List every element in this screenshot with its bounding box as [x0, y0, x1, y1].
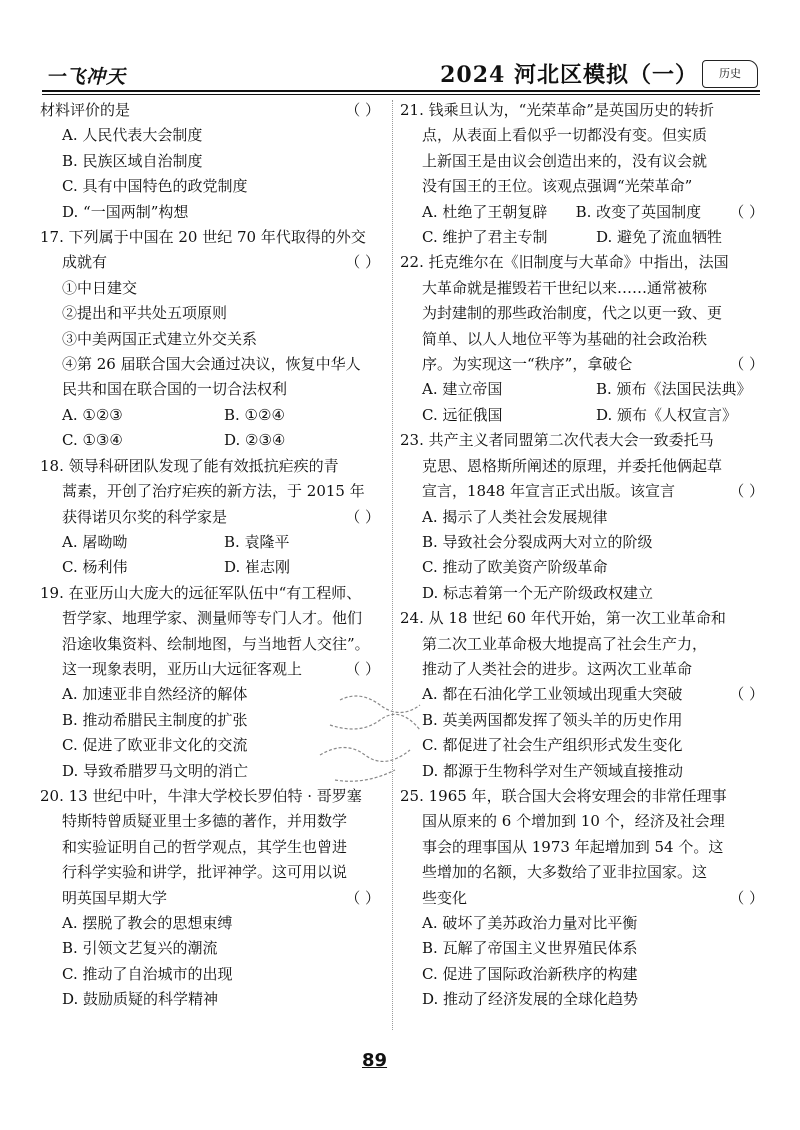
- question-line: [40, 225, 386, 250]
- answer-blank: （ ）: [345, 507, 380, 526]
- line-text: 17. 下列属于中国在 20 世纪 70 年代取得的外交: [40, 228, 366, 247]
- line-text: 些增加的名额，大多数给了亚非拉国家。这: [422, 863, 708, 882]
- line-text: 上新国王是由议会创造出来的，没有议会就: [422, 151, 708, 170]
- question-line: [40, 479, 386, 504]
- line-text: 为封建制的那些政治制度，代之以更一致、更: [422, 304, 723, 323]
- line-text: 序。为实现这一“秩序”，拿破仑: [422, 355, 633, 374]
- line-text: 明英国早期大学: [62, 888, 168, 907]
- line-text: 这一现象表明，亚历山大远征客观上: [62, 659, 303, 678]
- option-line: [400, 682, 770, 707]
- line-text: B. 民族区域自治制度: [62, 151, 203, 170]
- question-line: [400, 327, 770, 352]
- question-line: [400, 123, 770, 148]
- line-text: ④第 26 届联合国大会通过决议，恢复中华人: [62, 355, 361, 374]
- option-line: [40, 200, 386, 225]
- question-line: [40, 632, 386, 657]
- option-text: C. 远征俄国: [422, 405, 503, 424]
- option-line: [400, 759, 770, 784]
- line-text: B. 英美两国都发挥了领头羊的历史作用: [422, 710, 683, 729]
- option-row: [40, 555, 386, 580]
- option-line: [400, 505, 770, 530]
- question-line: [40, 250, 386, 275]
- line-text: 哲学家、地理学家、测量师等专门人才。他们: [62, 609, 363, 628]
- line-text: A. 加速亚非自然经济的解体: [62, 685, 248, 704]
- option-text: C. 维护了君主专制: [422, 228, 548, 247]
- answer-blank: （ ）: [345, 101, 380, 119]
- option-line: [40, 987, 386, 1012]
- page-header: [42, 56, 760, 90]
- line-text: D. 鼓励质疑的科学精神: [62, 990, 219, 1009]
- option-text: B. 颁布《法国民法典》: [596, 380, 752, 399]
- option-line: [400, 962, 770, 987]
- line-text: ②提出和平共处五项原则: [62, 304, 228, 323]
- column-divider: [392, 100, 393, 1030]
- question-line: [40, 454, 386, 479]
- line-text: D. 导致希腊罗马文明的消亡: [62, 761, 249, 780]
- question-line: [40, 886, 386, 911]
- question-line: [40, 809, 386, 834]
- page-number: 89: [362, 1050, 388, 1071]
- option-line: [400, 708, 770, 733]
- option-text: D. 崔志刚: [224, 558, 291, 577]
- option-row: [400, 403, 770, 428]
- line-text: A. 揭示了人类社会发展规律: [422, 507, 608, 526]
- option-row: [40, 403, 386, 428]
- option-line: [40, 174, 386, 199]
- option-text: D. 颁布《人权宣言》: [596, 405, 738, 424]
- option-line: [40, 123, 386, 148]
- question-line: [400, 809, 770, 834]
- option-text: A. 屠呦呦: [62, 532, 128, 551]
- answer-blank: （ ）: [729, 888, 764, 907]
- question-line: [400, 352, 770, 377]
- line-text: 没有国王的王位。该观点强调“光荣革命”: [422, 177, 693, 196]
- option-line: [40, 301, 386, 326]
- option-text: D. ②③④: [224, 431, 286, 450]
- header-rule-thin: [42, 94, 760, 95]
- line-text: D. 标志着第一个无产阶级政权建立: [422, 583, 654, 602]
- line-text: B. 瓦解了帝国主义世界殖民体系: [422, 939, 638, 958]
- line-text: C. 都促进了社会生产组织形式发生变化: [422, 736, 683, 755]
- answer-blank: （ ）: [345, 253, 380, 272]
- question-line: [400, 784, 770, 809]
- option-line: [40, 911, 386, 936]
- line-text: 蒿素，开创了治疗疟疾的新方法，于 2015 年: [62, 482, 365, 501]
- question-line: [40, 606, 386, 631]
- option-line: [400, 555, 770, 580]
- line-text: A. 人民代表大会制度: [62, 126, 203, 145]
- question-line: [400, 428, 770, 453]
- option-text: D. 避免了流血牺牲: [596, 228, 723, 247]
- line-text: C. 推动了自治城市的出现: [62, 964, 233, 983]
- line-text: 第二次工业革命极大地提高了社会生产力，: [422, 634, 708, 653]
- exam-title: 2024 河北区模拟（一）: [440, 62, 698, 88]
- option-line: [400, 987, 770, 1012]
- option-text: B. 改变了英国制度: [575, 202, 702, 221]
- option-line: [400, 581, 770, 606]
- line-text: 民共和国在联合国的一切合法权利: [62, 380, 288, 399]
- line-text: C. 促进了国际政治新秩序的构建: [422, 964, 638, 983]
- question-line: [400, 149, 770, 174]
- option-line: [400, 911, 770, 936]
- question-line: [400, 276, 770, 301]
- line-text: 些变化: [422, 888, 468, 907]
- line-text: ①中日建交: [62, 278, 138, 297]
- line-text: 事会的理事国从 1973 年起增加到 54 个。这: [422, 837, 724, 856]
- option-text: B. 袁隆平: [224, 532, 290, 551]
- option-text: C. ①③④: [62, 431, 123, 450]
- question-line: [40, 581, 386, 606]
- line-text: 简单、以人人地位平等为基础的社会政治秩: [422, 329, 708, 348]
- option-text: A. 建立帝国: [422, 380, 503, 399]
- question-line: [40, 98, 386, 123]
- option-line: [400, 530, 770, 555]
- line-text: B. 引领文艺复兴的潮流: [62, 939, 218, 958]
- answer-blank: （ ）: [345, 888, 380, 907]
- right-column: [400, 98, 770, 1013]
- line-text: 19. 在亚历山大庞大的远征军队伍中“有工程师、: [40, 583, 362, 602]
- question-line: [400, 174, 770, 199]
- line-text: D. “一国两制”构想: [62, 202, 189, 221]
- line-text: 25. 1965 年，联合国大会将安理会的非常任理事: [400, 786, 727, 805]
- option-row: [400, 377, 770, 402]
- line-text: 沿途收集资料、绘制地图，与当地哲人交往”。: [62, 634, 370, 653]
- option-line: [40, 149, 386, 174]
- option-text: A. ①②③: [62, 405, 123, 424]
- line-text: 21. 钱乘旦认为，“光荣革命”是英国历史的转折: [400, 101, 714, 119]
- question-line: [400, 632, 770, 657]
- brand-logo: 一飞冲天: [46, 66, 127, 88]
- line-text: 成就有: [62, 253, 108, 272]
- line-text: C. 推动了欧美资产阶级革命: [422, 558, 608, 577]
- option-row: [40, 428, 386, 453]
- line-text: D. 都源于生物科学对生产领域直接推动: [422, 761, 684, 780]
- line-text: 特斯特曾质疑亚里士多德的著作，并用数学: [62, 812, 348, 831]
- line-text: B. 导致社会分裂成两大对立的阶级: [422, 532, 653, 551]
- answer-blank: （ ）: [729, 482, 764, 501]
- option-line: [40, 377, 386, 402]
- question-line: [40, 657, 386, 682]
- line-text: 18. 领导科研团队发现了能有效抵抗疟疾的青: [40, 456, 339, 475]
- line-text: A. 摆脱了教会的思想束缚: [62, 914, 233, 932]
- answer-blank: （ ）: [345, 659, 380, 678]
- question-line: [40, 860, 386, 885]
- question-line: [400, 835, 770, 860]
- line-text: C. 促进了欧亚非文化的交流: [62, 736, 248, 755]
- left-column: [40, 98, 386, 1013]
- question-line: [400, 301, 770, 326]
- line-text: C. 具有中国特色的政党制度: [62, 177, 248, 196]
- handwritten-scribble: [300, 680, 440, 800]
- line-text: 推动了人类社会的进步。这两次工业革命: [422, 659, 693, 678]
- question-line: [400, 250, 770, 275]
- question-line: [40, 835, 386, 860]
- option-line: [40, 327, 386, 352]
- line-text: 23. 共产主义者同盟第二次代表大会一致委托马: [400, 431, 714, 450]
- line-text: ③中美两国正式建立外交关系: [62, 329, 258, 348]
- option-row: [400, 225, 770, 250]
- line-text: 材料评价的是: [40, 101, 131, 119]
- line-text: 获得诺贝尔奖的科学家是: [62, 507, 228, 526]
- question-line: [400, 98, 770, 123]
- question-line: [400, 657, 770, 682]
- question-line: [400, 886, 770, 911]
- line-text: 点，从表面上看似乎一切都没有变。但实质: [422, 126, 708, 145]
- option-line: [40, 962, 386, 987]
- option-text: B. ①②④: [224, 405, 285, 424]
- option-text: C. 杨利伟: [62, 558, 128, 577]
- question-line: [400, 606, 770, 631]
- line-text: 22. 托克维尔在《旧制度与大革命》中指出，法国: [400, 253, 729, 272]
- option-line: [40, 352, 386, 377]
- line-text: A. 都在石油化学工业领域出现重大突破: [422, 685, 683, 704]
- answer-blank: （ ）: [729, 355, 764, 374]
- line-text: 国从原来的 6 个增加到 10 个，经济及社会理: [422, 812, 725, 831]
- option-row: [400, 200, 729, 225]
- answer-blank: （ ）: [729, 685, 764, 704]
- option-text: A. 杜绝了王朝复辟: [422, 202, 548, 221]
- line-text: 24. 从 18 世纪 60 年代开始，第一次工业革命和: [400, 609, 726, 628]
- line-text: B. 推动希腊民主制度的扩张: [62, 710, 248, 729]
- line-text: 和实验证明自己的哲学观点，其学生也曾进: [62, 837, 348, 856]
- option-line: [400, 936, 770, 961]
- option-row: [40, 530, 386, 555]
- line-text: 大革命就是摧毁若干世纪以来……通常被称: [422, 278, 708, 297]
- line-text: 20. 13 世纪中叶，牛津大学校长罗伯特 · 哥罗塞: [40, 786, 362, 805]
- question-line: [40, 505, 386, 530]
- line-text: A. 破坏了美苏政治力量对比平衡: [422, 914, 638, 932]
- line-text: 宣言，1848 年宣言正式出版。该宣言: [422, 482, 675, 501]
- line-text: 克思、恩格斯所阐述的原理，并委托他俩起草: [422, 456, 723, 475]
- subject-tab: 历史: [702, 60, 758, 88]
- question-line: [400, 479, 770, 504]
- option-line: [40, 936, 386, 961]
- header-rule: [42, 90, 760, 92]
- answer-blank: （ ）: [729, 202, 764, 221]
- line-text: D. 推动了经济发展的全球化趋势: [422, 990, 639, 1009]
- option-line: [40, 276, 386, 301]
- option-line: [400, 733, 770, 758]
- question-line: [400, 454, 770, 479]
- question-line: [400, 860, 770, 885]
- line-text: 行科学实验和讲学，批评神学。这可用以说: [62, 863, 348, 882]
